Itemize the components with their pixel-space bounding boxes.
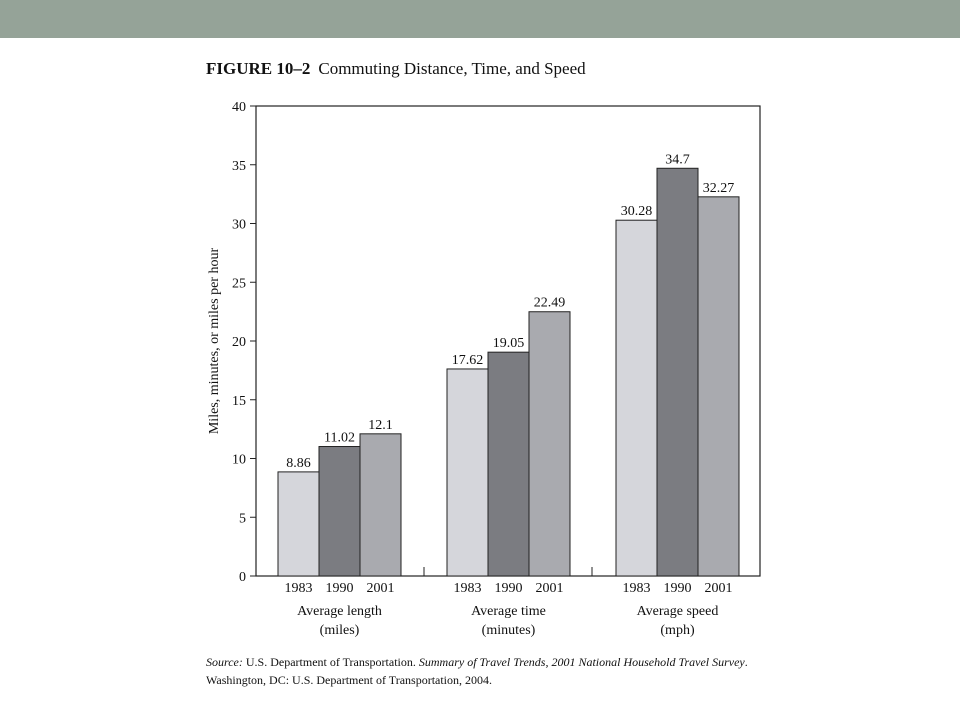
x-tick-label-g2-1990: 1990	[494, 581, 523, 596]
group-label-2: Average time	[471, 604, 546, 619]
bar-g2-1983	[447, 369, 488, 576]
data-label-g3-1983: 30.28	[620, 204, 653, 220]
y-tick-label-30: 30	[232, 217, 246, 233]
bar-g2-2001	[529, 312, 570, 576]
group-sublabel-1: (miles)	[319, 623, 360, 638]
source-rest: . Washington, DC: U.S. Department of Transportation, 2004.	[206, 655, 748, 687]
y-tick-label-0: 0	[239, 570, 246, 585]
data-label-g2-1983: 17.62	[451, 352, 484, 368]
figure-caption: Commuting Distance, Time, and Speed	[318, 59, 586, 78]
bar-g3-1983	[616, 220, 657, 576]
data-label-g3-2001: 32.27	[702, 180, 735, 196]
bar-g3-1990	[657, 168, 698, 576]
x-tick-label-g1-1983: 1983	[284, 581, 313, 596]
bar-g2-1990	[488, 352, 529, 576]
y-tick-label-25: 25	[232, 276, 246, 292]
group-sublabel-3: (mph)	[660, 623, 695, 638]
y-axis-label: Miles, minutes, or miles per hour	[207, 247, 222, 435]
data-label-g2-2001: 22.49	[533, 295, 566, 311]
bar-g3-2001	[698, 197, 739, 576]
y-tick-label-20: 20	[232, 335, 246, 350]
x-tick-label-g2-1983: 1983	[453, 581, 482, 596]
data-label-g3-1990: 34.7	[665, 152, 690, 168]
figure-label: FIGURE 10–2	[206, 59, 311, 78]
x-tick-label-g2-2001: 2001	[535, 581, 564, 596]
source-prefix: Source:	[206, 655, 243, 669]
group-label-1: Average length	[297, 604, 382, 619]
y-tick-label-5: 5	[239, 511, 246, 527]
source-note	[206, 653, 766, 689]
bar-g1-1983	[278, 472, 319, 576]
bar-g1-1990	[319, 447, 360, 576]
bar-g1-2001	[360, 434, 401, 576]
source-agency: U.S. Department of Transportation.	[242, 655, 419, 669]
source-publication: Summary of Travel Trends, 2001 National Household Travel Survey	[418, 655, 745, 669]
y-tick-label-10: 10	[232, 452, 246, 468]
data-label-g1-1983: 8.86	[286, 455, 311, 471]
y-tick-label-15: 15	[232, 393, 246, 409]
x-tick-label-g3-1990: 1990	[663, 581, 692, 596]
x-tick-label-g3-1983: 1983	[622, 581, 651, 596]
group-sublabel-2: (minutes)	[481, 623, 536, 638]
x-tick-label-g1-1990: 1990	[325, 581, 354, 596]
group-label-3: Average speed	[636, 604, 719, 619]
x-tick-label-g3-2001: 2001	[704, 581, 733, 596]
x-tick-label-g1-2001: 2001	[366, 581, 395, 596]
data-label-g2-1990: 19.05	[492, 336, 525, 352]
y-tick-label-40: 40	[232, 100, 246, 115]
data-label-g1-2001: 12.1	[368, 417, 393, 433]
data-label-g1-1990: 11.02	[324, 430, 355, 446]
y-tick-label-35: 35	[232, 158, 246, 174]
